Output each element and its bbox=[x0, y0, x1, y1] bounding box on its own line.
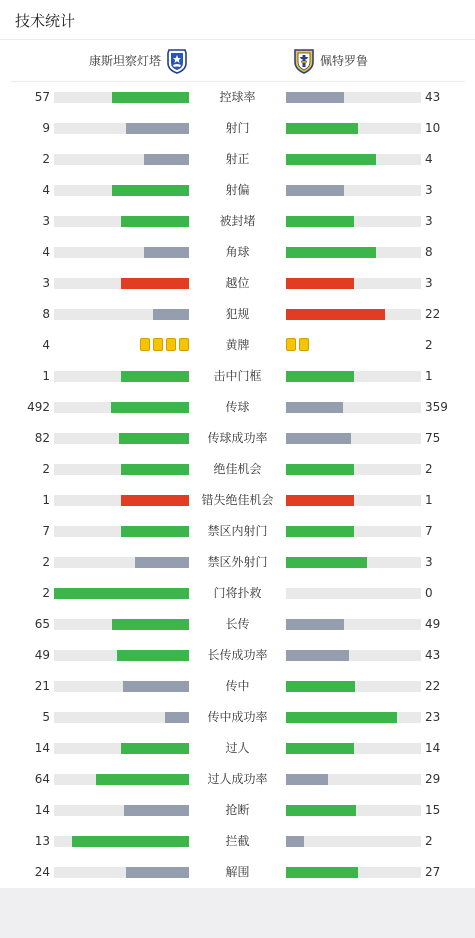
away-bar-track bbox=[286, 371, 421, 382]
home-bar bbox=[121, 464, 189, 475]
stat-label: 禁区内射门 bbox=[207, 524, 268, 538]
away-bar bbox=[286, 774, 328, 785]
page-title: 技术统计 bbox=[15, 12, 76, 30]
stat-label: 射偏 bbox=[225, 183, 250, 197]
home-bar-track bbox=[54, 650, 189, 661]
stat-row bbox=[0, 268, 475, 299]
home-bar-track bbox=[54, 495, 189, 506]
home-value: 64 bbox=[34, 772, 50, 786]
away-value: 22 bbox=[425, 679, 441, 693]
home-bar-track bbox=[54, 557, 189, 568]
yellow-card-icon bbox=[179, 338, 189, 351]
away-bar-track bbox=[286, 154, 421, 165]
stats-header bbox=[0, 0, 475, 40]
home-bar bbox=[121, 526, 189, 537]
home-bar bbox=[144, 247, 189, 258]
stat-label: 犯规 bbox=[225, 307, 250, 321]
yellow-card-icon bbox=[299, 338, 309, 351]
stat-label: 角球 bbox=[225, 245, 250, 259]
away-bar bbox=[286, 650, 349, 661]
home-bar bbox=[112, 185, 189, 196]
home-value: 14 bbox=[34, 803, 50, 817]
home-bar bbox=[144, 154, 189, 165]
away-value: 43 bbox=[425, 90, 441, 104]
home-bar bbox=[121, 743, 189, 754]
away-value: 43 bbox=[425, 648, 441, 662]
stat-row bbox=[0, 206, 475, 237]
home-bar-track bbox=[54, 805, 189, 816]
home-bar bbox=[96, 774, 189, 785]
away-value: 8 bbox=[425, 245, 433, 259]
stat-label: 解围 bbox=[225, 865, 250, 879]
home-value: 4 bbox=[42, 245, 50, 259]
stat-label: 传球 bbox=[225, 400, 250, 414]
home-bar-track bbox=[54, 464, 189, 475]
stat-label: 黄牌 bbox=[225, 338, 250, 352]
home-bar bbox=[117, 650, 189, 661]
away-bar-track bbox=[286, 433, 421, 444]
home-bar bbox=[153, 309, 189, 320]
stat-row bbox=[0, 330, 475, 361]
home-value: 65 bbox=[34, 617, 50, 631]
away-bar bbox=[286, 123, 358, 134]
stat-row bbox=[0, 237, 475, 268]
home-bar bbox=[135, 557, 189, 568]
stat-row bbox=[0, 82, 475, 113]
away-bar bbox=[286, 92, 344, 103]
home-bar-track bbox=[54, 154, 189, 165]
home-value: 21 bbox=[34, 679, 50, 693]
stat-label: 射正 bbox=[225, 152, 250, 166]
away-team-name: 佩特罗鲁 bbox=[320, 54, 369, 68]
home-bar bbox=[126, 867, 189, 878]
away-bar bbox=[286, 464, 354, 475]
stat-row bbox=[0, 485, 475, 516]
home-bar bbox=[72, 836, 189, 847]
home-team-logo-icon bbox=[165, 47, 189, 75]
stat-row bbox=[0, 392, 475, 423]
home-value: 1 bbox=[42, 493, 50, 507]
home-value: 2 bbox=[42, 586, 50, 600]
away-value: 3 bbox=[425, 555, 433, 569]
away-value: 27 bbox=[425, 865, 441, 879]
home-bar-track bbox=[54, 433, 189, 444]
away-value: 10 bbox=[425, 121, 441, 135]
home-bar bbox=[124, 805, 189, 816]
home-value: 49 bbox=[34, 648, 50, 662]
stat-label: 门将扑救 bbox=[213, 586, 262, 600]
home-value: 13 bbox=[34, 834, 50, 848]
away-bar bbox=[286, 619, 344, 630]
away-bar-track bbox=[286, 185, 421, 196]
away-bar bbox=[286, 712, 397, 723]
stat-row bbox=[0, 113, 475, 144]
away-value: 359 bbox=[425, 400, 448, 414]
away-bar bbox=[286, 836, 304, 847]
home-yellow-cards bbox=[140, 338, 189, 351]
home-value: 4 bbox=[42, 183, 50, 197]
stat-row bbox=[0, 733, 475, 764]
away-value: 23 bbox=[425, 710, 441, 724]
home-bar bbox=[111, 402, 189, 413]
stat-label: 被封堵 bbox=[219, 214, 256, 228]
away-bar-track bbox=[286, 247, 421, 258]
stat-label: 传中成功率 bbox=[207, 710, 268, 724]
away-bar-track bbox=[286, 588, 421, 599]
home-bar-track bbox=[54, 92, 189, 103]
home-bar bbox=[112, 92, 189, 103]
home-value: 3 bbox=[42, 276, 50, 290]
yellow-card-icon bbox=[166, 338, 176, 351]
stat-label: 传球成功率 bbox=[207, 431, 268, 445]
stat-row bbox=[0, 578, 475, 609]
home-value: 2 bbox=[42, 555, 50, 569]
home-value: 8 bbox=[42, 307, 50, 321]
away-yellow-cards bbox=[286, 338, 309, 351]
away-value: 75 bbox=[425, 431, 441, 445]
away-bar bbox=[286, 216, 354, 227]
away-bar bbox=[286, 526, 354, 537]
away-bar-track bbox=[286, 619, 421, 630]
home-bar-track bbox=[54, 743, 189, 754]
away-bar bbox=[286, 278, 354, 289]
stat-row bbox=[0, 857, 475, 888]
away-value: 22 bbox=[425, 307, 441, 321]
away-bar bbox=[286, 247, 376, 258]
away-bar bbox=[286, 867, 358, 878]
stat-label: 长传成功率 bbox=[207, 648, 268, 662]
home-value: 9 bbox=[42, 121, 50, 135]
home-bar-track bbox=[54, 371, 189, 382]
home-bar bbox=[54, 588, 189, 599]
yellow-card-icon bbox=[286, 338, 296, 351]
home-bar bbox=[126, 123, 189, 134]
away-bar bbox=[286, 433, 351, 444]
away-bar-track bbox=[286, 557, 421, 568]
away-bar bbox=[286, 495, 354, 506]
away-bar bbox=[286, 185, 344, 196]
away-value: 7 bbox=[425, 524, 433, 538]
home-value: 3 bbox=[42, 214, 50, 228]
home-value: 57 bbox=[34, 90, 50, 104]
home-value: 82 bbox=[34, 431, 50, 445]
away-bar-track bbox=[286, 712, 421, 723]
stat-label: 长传 bbox=[225, 617, 250, 631]
stat-label: 错失绝佳机会 bbox=[201, 493, 274, 507]
home-bar bbox=[112, 619, 189, 630]
stat-row bbox=[0, 423, 475, 454]
home-bar bbox=[121, 495, 189, 506]
stat-label: 禁区外射门 bbox=[207, 555, 268, 569]
away-value: 3 bbox=[425, 276, 433, 290]
stat-label: 传中 bbox=[225, 679, 250, 693]
stat-label: 过人 bbox=[225, 741, 250, 755]
home-bar-track bbox=[54, 123, 189, 134]
home-bar-track bbox=[54, 712, 189, 723]
stat-label: 射门 bbox=[225, 121, 250, 135]
home-bar bbox=[121, 216, 189, 227]
stat-row bbox=[0, 454, 475, 485]
away-bar-track bbox=[286, 278, 421, 289]
away-value: 1 bbox=[425, 369, 433, 383]
stat-label: 越位 bbox=[225, 276, 250, 290]
stat-label: 绝佳机会 bbox=[213, 462, 262, 476]
stat-row bbox=[0, 702, 475, 733]
stat-label: 击中门框 bbox=[213, 369, 262, 383]
away-bar-track bbox=[286, 216, 421, 227]
away-team-logo-icon bbox=[292, 47, 316, 75]
away-bar-track bbox=[286, 805, 421, 816]
home-bar-track bbox=[54, 247, 189, 258]
away-value: 4 bbox=[425, 152, 433, 166]
away-bar bbox=[286, 805, 356, 816]
away-bar-track bbox=[286, 681, 421, 692]
home-value: 492 bbox=[27, 400, 50, 414]
home-bar-track bbox=[54, 774, 189, 785]
away-bar bbox=[286, 154, 376, 165]
away-bar-track bbox=[286, 309, 421, 320]
away-value: 3 bbox=[425, 214, 433, 228]
away-bar bbox=[286, 309, 385, 320]
stat-label: 抢断 bbox=[225, 803, 250, 817]
stat-row bbox=[0, 640, 475, 671]
away-bar-track bbox=[286, 650, 421, 661]
away-value: 49 bbox=[425, 617, 441, 631]
away-value: 29 bbox=[425, 772, 441, 786]
home-bar-track bbox=[54, 278, 189, 289]
stat-row bbox=[0, 671, 475, 702]
stat-row bbox=[0, 764, 475, 795]
away-bar-track bbox=[286, 774, 421, 785]
stat-row bbox=[0, 175, 475, 206]
away-bar bbox=[286, 743, 354, 754]
stat-row bbox=[0, 299, 475, 330]
teams-row bbox=[10, 40, 465, 82]
away-bar-track bbox=[286, 743, 421, 754]
stat-label: 拦截 bbox=[225, 834, 250, 848]
stat-row bbox=[0, 361, 475, 392]
home-bar-track bbox=[54, 185, 189, 196]
stat-row bbox=[0, 826, 475, 857]
home-bar bbox=[123, 681, 189, 692]
away-value: 14 bbox=[425, 741, 441, 755]
away-bar-track bbox=[286, 123, 421, 134]
away-value: 2 bbox=[425, 338, 433, 352]
away-team[interactable] bbox=[292, 40, 368, 81]
stat-row bbox=[0, 609, 475, 640]
home-bar-track bbox=[54, 681, 189, 692]
away-value: 15 bbox=[425, 803, 441, 817]
away-bar-track bbox=[286, 464, 421, 475]
away-bar bbox=[286, 402, 343, 413]
home-bar-track bbox=[54, 588, 189, 599]
home-bar bbox=[165, 712, 189, 723]
yellow-card-icon bbox=[140, 338, 150, 351]
stats-list bbox=[0, 82, 475, 888]
home-bar bbox=[119, 433, 189, 444]
stat-row bbox=[0, 516, 475, 547]
away-bar-track bbox=[286, 402, 421, 413]
away-bar bbox=[286, 557, 367, 568]
home-bar bbox=[121, 371, 189, 382]
home-bar-track bbox=[54, 867, 189, 878]
yellow-card-icon bbox=[153, 338, 163, 351]
away-bar-track bbox=[286, 526, 421, 537]
home-team-name: 康斯坦察灯塔 bbox=[88, 54, 161, 68]
stat-row bbox=[0, 795, 475, 826]
home-value: 2 bbox=[42, 462, 50, 476]
home-bar-track bbox=[54, 216, 189, 227]
home-value: 7 bbox=[42, 524, 50, 538]
away-bar bbox=[286, 681, 355, 692]
away-bar-track bbox=[286, 867, 421, 878]
home-bar-track bbox=[54, 836, 189, 847]
home-team[interactable] bbox=[89, 40, 189, 81]
stat-row bbox=[0, 547, 475, 578]
away-bar-track bbox=[286, 836, 421, 847]
home-value: 5 bbox=[42, 710, 50, 724]
stat-label: 控球率 bbox=[219, 90, 256, 104]
home-bar-track bbox=[54, 619, 189, 630]
home-bar bbox=[121, 278, 189, 289]
home-bar-track bbox=[54, 309, 189, 320]
away-bar-track bbox=[286, 495, 421, 506]
home-value: 14 bbox=[34, 741, 50, 755]
home-bar-track bbox=[54, 402, 189, 413]
away-value: 1 bbox=[425, 493, 433, 507]
stat-row bbox=[0, 144, 475, 175]
away-bar bbox=[286, 371, 354, 382]
home-value: 24 bbox=[34, 865, 50, 879]
away-bar-track bbox=[286, 92, 421, 103]
home-value: 1 bbox=[42, 369, 50, 383]
away-value: 2 bbox=[425, 834, 433, 848]
home-value: 4 bbox=[42, 338, 50, 352]
stat-label: 过人成功率 bbox=[207, 772, 268, 786]
home-bar-track bbox=[54, 526, 189, 537]
away-value: 2 bbox=[425, 462, 433, 476]
away-value: 0 bbox=[425, 586, 433, 600]
home-value: 2 bbox=[42, 152, 50, 166]
away-value: 3 bbox=[425, 183, 433, 197]
